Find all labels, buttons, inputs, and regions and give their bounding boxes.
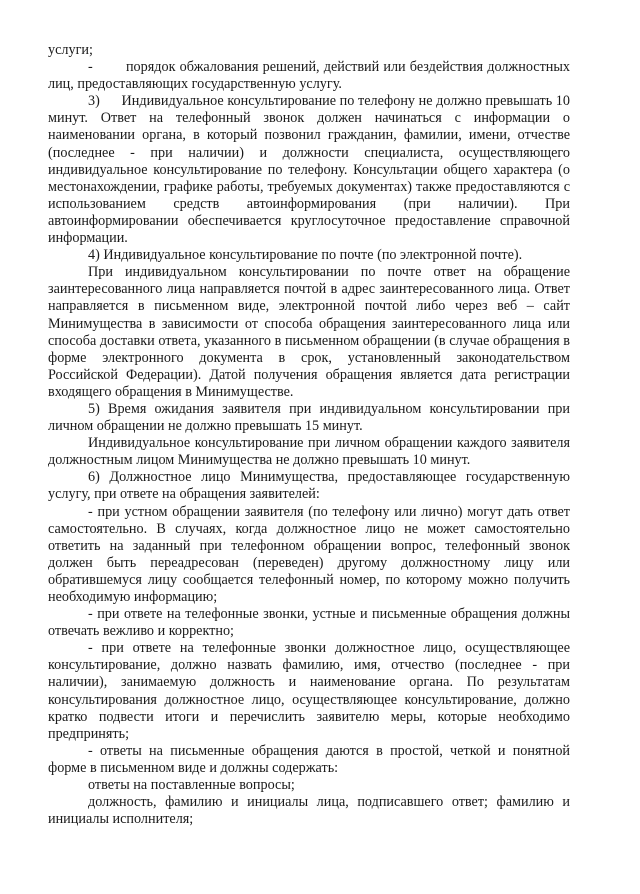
- paragraph-mail-consulting: При индивидуальном консультировании по почте ответ на обращение заинтересованного лица направляется почтой в адрес заинтересованного лица. Ответ направляется в письменном виде, электронной почтой либо через веб – сайт Минимущества в зависимости от способа обращения заинтересованного лица или способа доставки ответа, указанного в письменном обращении (в случае обращения в форме электронного документа в срок, установленный законодательством Российской Федерации). Датой получения обращения является дата регистрации входящего обращения в Минимуществе.: [48, 264, 570, 400]
- paragraph-appeal-procedure: - порядок обжалования решений, действий или бездействия должностных лиц, предоставляющих государственную услугу.: [48, 59, 570, 93]
- paragraph-politeness: - при ответе на телефонные звонки, устные и письменные обращения должны отвечать вежливо и корректно;: [48, 606, 570, 640]
- paragraph-written-answers: - ответы на письменные обращения даются в простой, четкой и понятной форме в письменном виде и должны содержать:: [48, 742, 570, 776]
- paragraph-signatory: должность, фамилию и инициалы лица, подписавшего ответ; фамилию и инициалы исполнителя;: [48, 794, 570, 828]
- paragraph-oral-appeal: - при устном обращении заявителя (по телефону или лично) могут дать ответ самостоятельно. В случаях, когда должностное лицо не может самостоятельно ответить на заданный при телефонном обращении вопрос, телефонный звонок должен быть переадресован (переведен) другому должностному лицу или обратившемуся лицу сообщается телефонный номер, по которому можно получить необходимую информацию;: [48, 503, 570, 605]
- paragraph-phone-answer: - при ответе на телефонные звонки должностное лицо, осуществляющее консультирование, должно назвать фамилию, имя, отчество (последнее - при наличии), занимаемую должность и наименование органа. По результатам консультирования должностное лицо, осуществляющее консультирование, должно кратко подвести итоги и перечислить заявителю меры, которые необходимо предпринять;: [48, 640, 570, 742]
- paragraph-phone-consulting: 3) Индивидуальное консультирование по телефону не должно превышать 10 минут. Ответ на телефонный звонок должен начинаться с информации о наименовании органа, в который позвонил гражданин, фамилии, имени, отчестве (последнее - при наличии) и должности специалиста, осуществляющего индивидуальное консультирование по телефону. Консультации общего характера (о местонахождении, графике работы, требуемых документах) также предоставляются с использованием средств автоинформирования (при наличии). При автоинформировании обеспечивается круглосуточное предоставление справочной информации.: [48, 93, 570, 247]
- paragraph-personal-consulting: Индивидуальное консультирование при личном обращении каждого заявителя должностным лицом Минимущества не должно превышать 10 минут.: [48, 435, 570, 469]
- paragraph-waiting-time: 5) Время ожидания заявителя при индивидуальном консультировании при личном обращении не должно превышать 15 минут.: [48, 400, 570, 435]
- paragraph-continuation: услуги;: [48, 42, 93, 58]
- paragraph-official-duties: 6) Должностное лицо Минимущества, предоставляющее государственную услугу, при ответе на обращения заявителей:: [48, 469, 570, 503]
- paragraph-answers-to-questions: ответы на поставленные вопросы;: [88, 777, 295, 794]
- paragraph-mail-consulting-heading: 4) Индивидуальное консультирование по почте (по электронной почте).: [88, 247, 523, 264]
